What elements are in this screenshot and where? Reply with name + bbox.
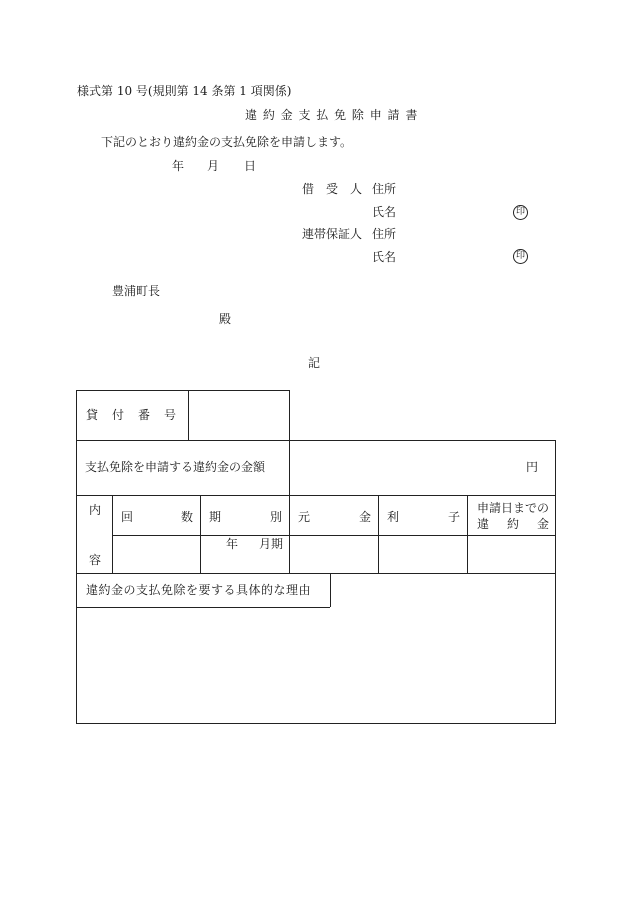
guarantor-address-label: 住所 xyxy=(372,227,397,241)
col-period-char-1: 期 xyxy=(209,510,222,524)
table-line xyxy=(289,495,290,573)
intro-text: 下記のとおり違約金の支払免除を申請します。 xyxy=(101,135,353,149)
borrower-address-label: 住所 xyxy=(372,182,397,196)
col-interest-char-1: 利 xyxy=(387,510,400,524)
table-line xyxy=(555,440,556,724)
table-line xyxy=(200,495,201,573)
col-count-char-2: 数 xyxy=(181,510,194,524)
table-line xyxy=(76,607,330,608)
guarantor-name-label: 氏名 xyxy=(372,250,397,264)
breakdown-label-top: 内 xyxy=(89,503,102,517)
table-line xyxy=(76,390,77,724)
period-month-label: 月期 xyxy=(259,537,284,551)
table-line xyxy=(112,495,113,573)
table-line xyxy=(76,390,290,391)
breakdown-label-bottom: 容 xyxy=(89,553,102,567)
table-line xyxy=(188,390,189,440)
col-interest-char-2: 子 xyxy=(448,510,461,524)
amount-label: 支払免除を申請する違約金の金額 xyxy=(85,460,266,474)
date-day-label: 日 xyxy=(244,159,257,173)
table-line xyxy=(76,440,556,441)
guarantor-label: 連帯保証人 xyxy=(302,227,363,241)
table-line xyxy=(76,573,556,574)
col-count-char-1: 回 xyxy=(121,510,134,524)
col-period-char-2: 別 xyxy=(270,510,283,524)
borrower-name-label: 氏名 xyxy=(372,205,397,219)
loan-number-label: 貸 付 番 号 xyxy=(86,408,178,422)
addressee-mayor: 豊浦町長 xyxy=(112,284,161,298)
col-penalty-char-2: 約 xyxy=(507,517,520,531)
ki-heading: 記 xyxy=(308,356,321,370)
table-line xyxy=(289,390,290,495)
table-line xyxy=(76,723,556,724)
date-month-label: 月 xyxy=(207,159,220,173)
borrower-label: 借 受 人 xyxy=(302,182,363,196)
table-line xyxy=(112,535,556,536)
date-year-label: 年 xyxy=(172,159,185,173)
table-line xyxy=(467,495,468,573)
form-title: 違 約 金 支 払 免 除 申 請 書 xyxy=(245,108,419,122)
period-year-label: 年 xyxy=(226,537,239,551)
reason-label: 違約金の支払免除を要する具体的な理由 xyxy=(86,583,312,597)
col-penalty-line1: 申請日までの xyxy=(477,501,550,515)
guarantor-seal-mark: 印 xyxy=(513,249,528,264)
table-line xyxy=(76,495,556,496)
col-principal-char-2: 金 xyxy=(359,510,372,524)
borrower-seal-mark: 印 xyxy=(513,205,528,220)
table-line xyxy=(378,495,379,573)
col-penalty-char-1: 違 xyxy=(477,517,490,531)
form-number: 様式第 10 号(規則第 14 条第 1 項関係) xyxy=(77,84,292,98)
table-line xyxy=(330,573,331,607)
col-principal-char-1: 元 xyxy=(298,510,311,524)
amount-unit: 円 xyxy=(526,460,539,474)
addressee-honorific: 殿 xyxy=(219,312,232,326)
col-penalty-char-3: 金 xyxy=(537,517,550,531)
